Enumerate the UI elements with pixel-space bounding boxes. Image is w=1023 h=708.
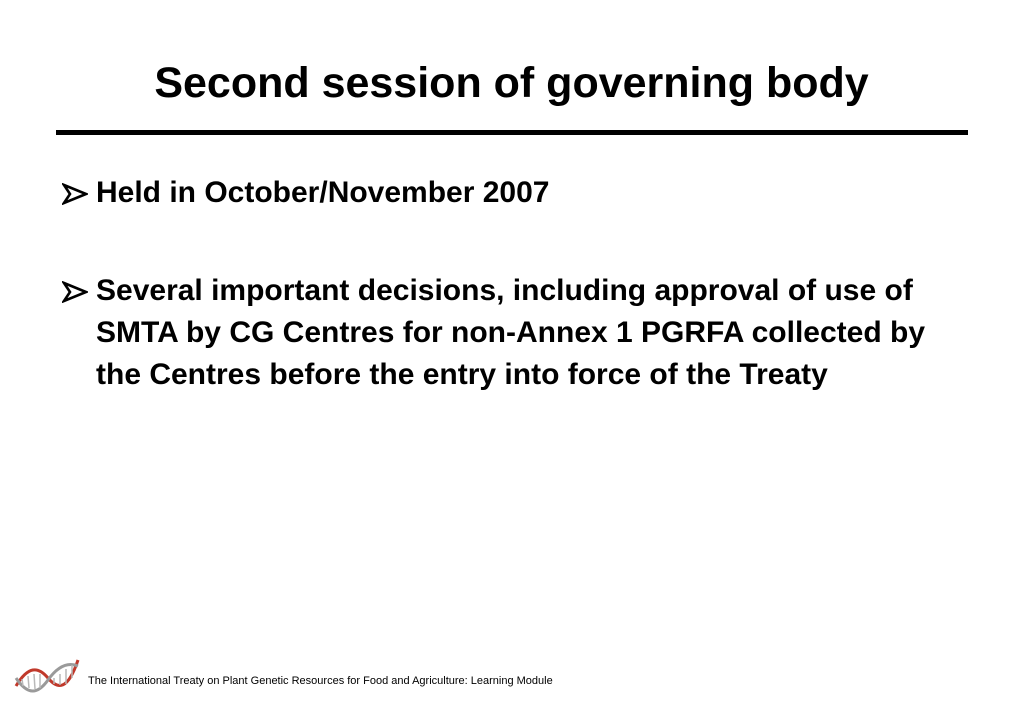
footer-text: The International Treaty on Plant Genetic Resources for Food and Agriculture: Learning Module	[88, 675, 553, 687]
title-divider	[56, 130, 968, 135]
bullet-item	[62, 270, 962, 396]
slide-title: Second session of governing body	[154, 59, 869, 107]
bullet-text: Held in October/November 2007	[96, 176, 550, 209]
bullet-item	[62, 172, 962, 214]
dna-helix-icon	[14, 656, 80, 694]
bullet-text: Several important decisions, including approval of use of SMTA by CG Centres for non-Annex 1 PGRFA collected by the Centres before the entry into force of the Treaty	[96, 274, 925, 391]
arrowhead-bullet-icon	[62, 183, 88, 205]
arrowhead-bullet-icon	[62, 281, 88, 303]
